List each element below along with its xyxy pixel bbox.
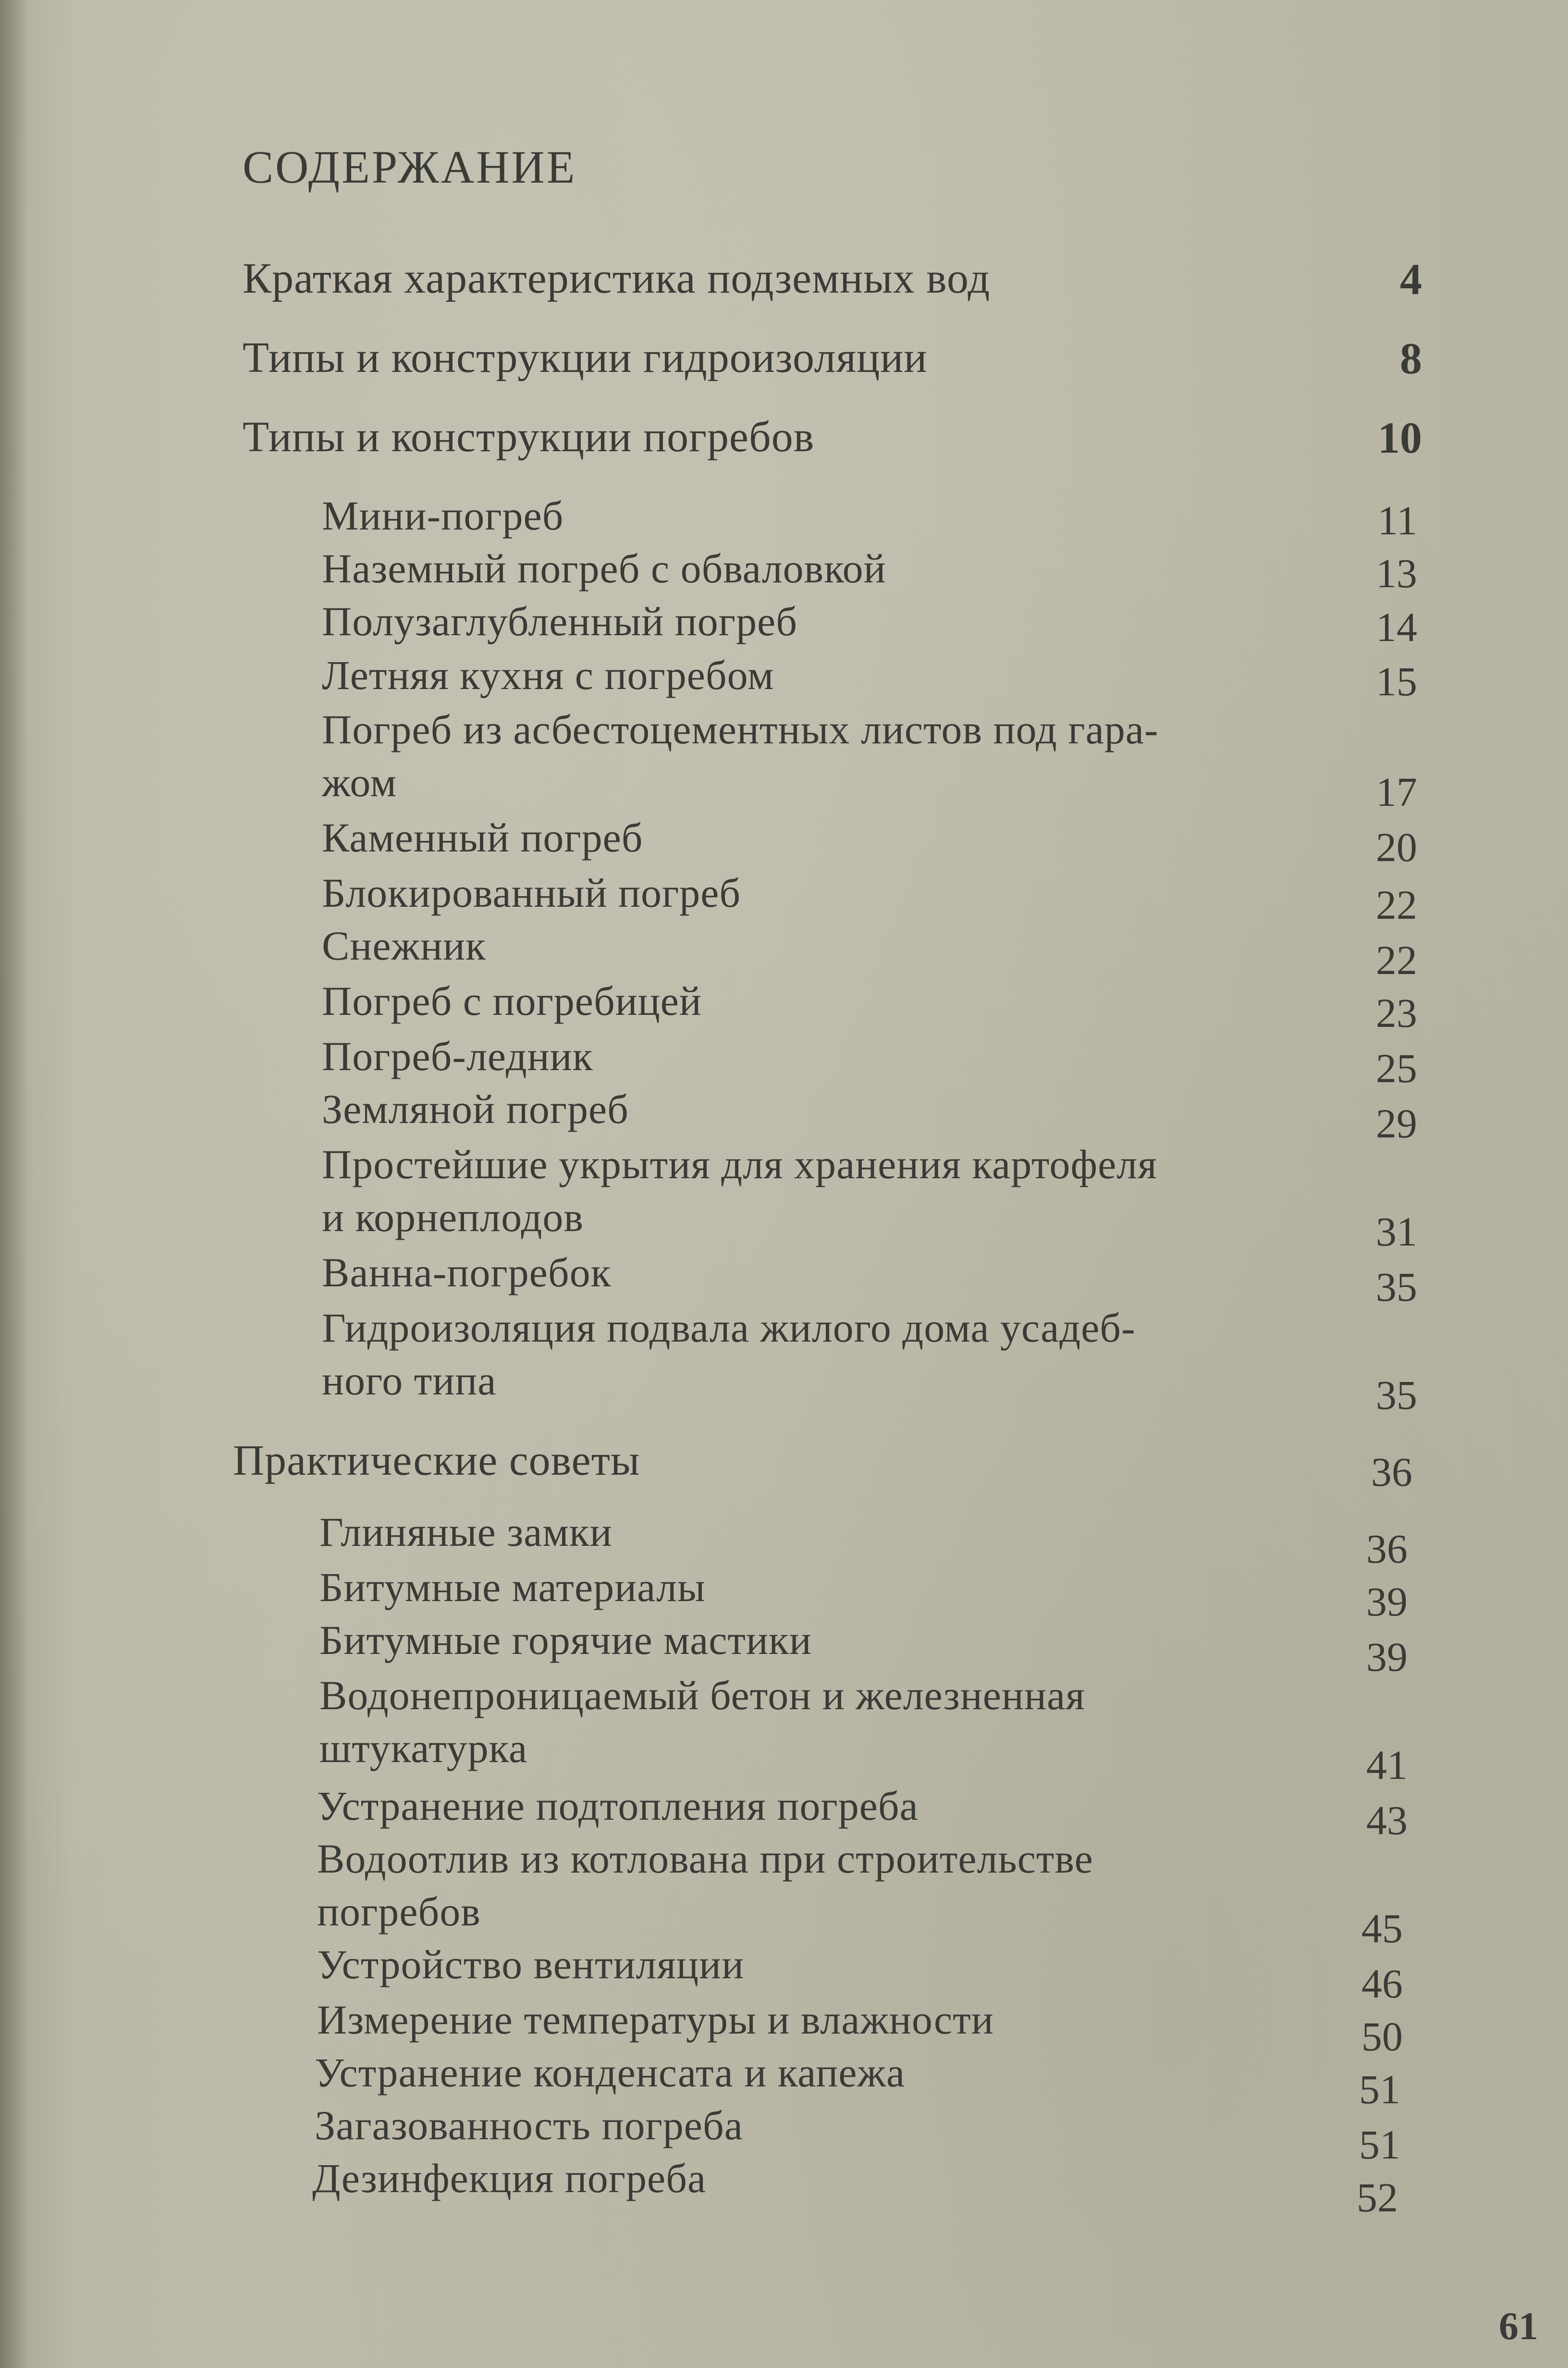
- toc-entry-page: 20: [1376, 824, 1417, 870]
- toc-entry-title-continued: ного типа: [322, 1357, 497, 1404]
- toc-entry-title: Погреб с погребицей: [322, 978, 702, 1024]
- toc-entry-title: Водонепроницаемый бетон и железненная: [319, 1672, 1085, 1718]
- toc-entry-page: 43: [1366, 1797, 1408, 1843]
- page-gutter-shadow: [0, 0, 29, 2368]
- toc-entry-title: Погреб из асбестоцементных листов под гара-: [322, 706, 1159, 752]
- toc-entry-title: Водоотлив из котлована при строительстве: [317, 1836, 1093, 1882]
- toc-entry-page: 11: [1377, 497, 1417, 543]
- toc-entry-title: Погреб-ледник: [322, 1033, 593, 1079]
- toc-entry-page: 35: [1376, 1264, 1417, 1310]
- toc-entry-page: 50: [1361, 2013, 1403, 2060]
- toc-entry-title: Битумные материалы: [319, 1564, 706, 1610]
- toc-entry-title: Устранение подтопления погреба: [317, 1783, 919, 1829]
- toc-entry-title: Устранение конденсата и капежа: [315, 2049, 906, 2096]
- toc-section-page: 36: [1371, 1449, 1412, 1495]
- toc-entry-title-continued: жом: [322, 759, 397, 805]
- toc-entry-page: 35: [1376, 1372, 1417, 1418]
- toc-section-page: 10: [1378, 413, 1422, 462]
- page-number: 61: [1499, 2304, 1538, 2348]
- toc-entry-page: 46: [1361, 1961, 1403, 2007]
- toc-heading: СОДЕРЖАНИЕ: [243, 141, 577, 193]
- toc-entry-title: Измерение температуры и влажности: [317, 1997, 994, 2043]
- toc-entry-title: Снежник: [322, 923, 486, 969]
- toc-entry-page: 39: [1366, 1634, 1408, 1680]
- toc-entry-page: 31: [1376, 1209, 1417, 1255]
- toc-section-title: Практические советы: [233, 1437, 640, 1484]
- toc-entry-title: Гидроизоляция подвала жилого дома усадеб-: [322, 1305, 1136, 1351]
- toc-entry-title: Устройство вентиляции: [317, 1941, 745, 1987]
- toc-entry-page: 52: [1357, 2174, 1398, 2220]
- toc-section-title: Типы и конструкции гидроизоляции: [243, 334, 928, 382]
- toc-entry-title: Земляной погреб: [322, 1086, 629, 1132]
- toc-entry-page: 22: [1376, 882, 1417, 928]
- toc-entry-page: 51: [1359, 2121, 1400, 2168]
- toc-entry-page: 17: [1376, 769, 1417, 815]
- toc-entry-title: Битумные горячие мастики: [319, 1617, 812, 1663]
- toc-entry-page: 51: [1359, 2066, 1400, 2112]
- toc-entry-title: Простейшие укрытия для хранения картофеля: [322, 1141, 1157, 1187]
- toc-entry-title: Дезинфекция погреба: [312, 2155, 707, 2201]
- toc-entry-title-continued: штукатурка: [319, 1725, 528, 1771]
- toc-entry-page: 23: [1376, 990, 1417, 1036]
- toc-entry-page: 29: [1376, 1100, 1417, 1147]
- toc-entry-page: 41: [1366, 1742, 1408, 1788]
- toc-section-title: Типы и конструкции погребов: [243, 413, 815, 461]
- toc-entry-title: Загазованность погреба: [315, 2102, 743, 2148]
- toc-entry-title: Наземный погреб с обваловкой: [322, 545, 886, 592]
- toc-entry-page: 15: [1376, 658, 1417, 704]
- toc-entry-page: 13: [1376, 550, 1417, 596]
- toc-entry-page: 25: [1376, 1045, 1417, 1091]
- toc-entry-title: Блокированный погреб: [322, 870, 741, 916]
- toc-entry-page: 39: [1366, 1579, 1408, 1625]
- toc-entry-page: 22: [1376, 937, 1417, 983]
- toc-entry-title: Летняя кухня с погребом: [322, 652, 774, 698]
- toc-entry-title: Мини-погреб: [322, 493, 564, 539]
- toc-section-page: 8: [1400, 334, 1422, 383]
- toc-entry-page: 36: [1366, 1526, 1408, 1572]
- toc-entry-title-continued: и корнеплодов: [322, 1194, 584, 1240]
- toc-section-page: 4: [1400, 255, 1422, 304]
- toc-entry-title-continued: погребов: [317, 1888, 481, 1935]
- toc-entry-title: Каменный погреб: [322, 814, 643, 861]
- toc-entry-title: Полузаглубленный погреб: [322, 598, 797, 644]
- toc-entry-page: 14: [1376, 604, 1417, 650]
- toc-section-title: Краткая характеристика подземных вод: [243, 255, 991, 302]
- toc-entry-title: Глиняные замки: [319, 1509, 612, 1555]
- toc-entry-title: Ванна-погребок: [322, 1249, 612, 1295]
- toc-entry-page: 45: [1361, 1905, 1403, 1951]
